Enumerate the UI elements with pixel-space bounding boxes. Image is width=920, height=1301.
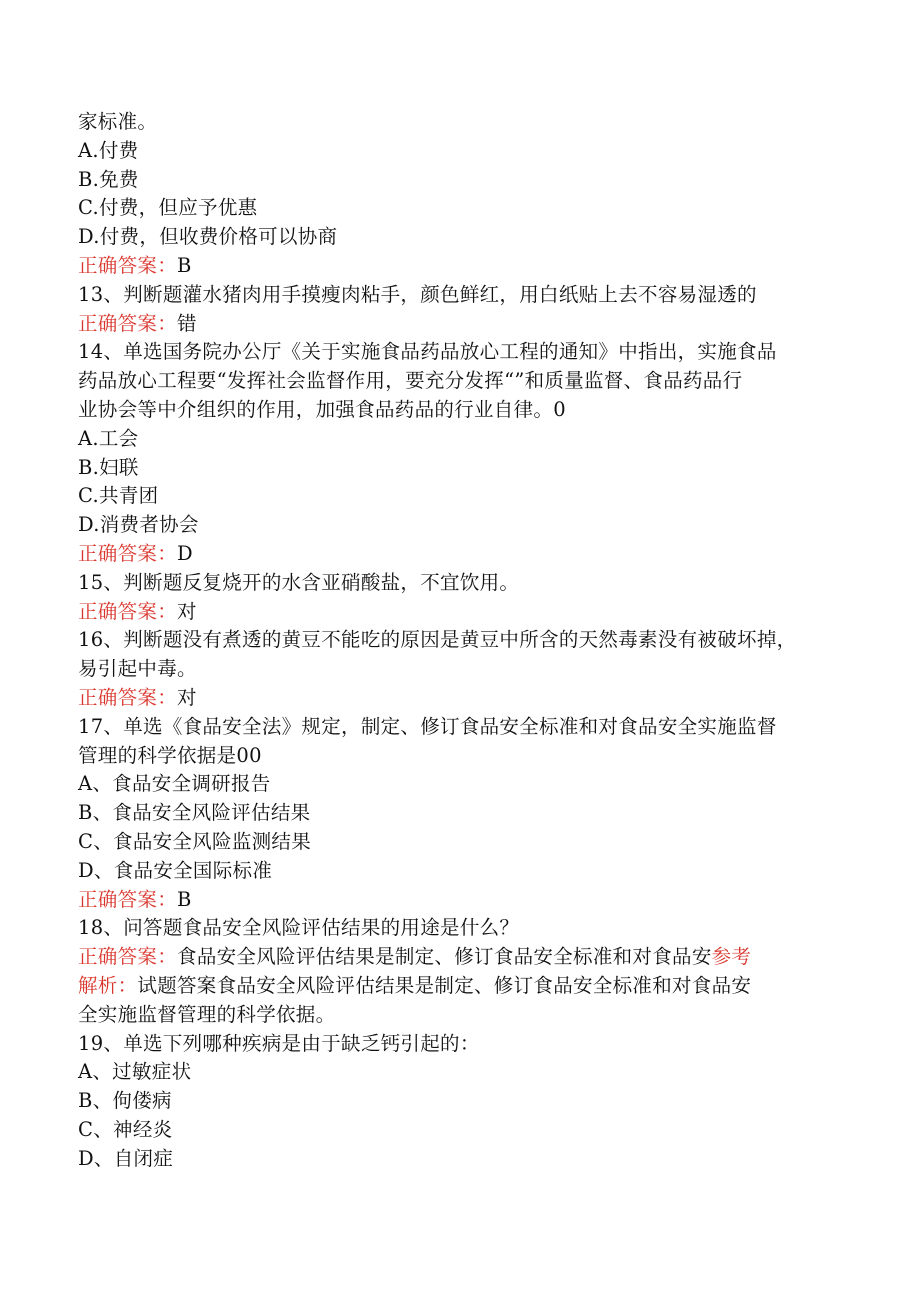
explanation-text: 试题答案食品安全风险评估结果是制定、修订食品安全标准和对食品安 xyxy=(137,973,752,997)
question-line: 14、单选国务院办公厅《关于实施食品药品放心工程的通知》中指出，实施食品 xyxy=(78,340,777,364)
option-line: B、佝偻病 xyxy=(78,1089,172,1113)
answer-label: 正确答案： xyxy=(78,945,178,969)
answer-line xyxy=(78,684,848,713)
answer-label: 正确答案： xyxy=(78,685,178,709)
answer-label: 正确答案： xyxy=(78,541,178,565)
answer-label: 正确答案： xyxy=(78,253,178,277)
option-line: A.工会 xyxy=(78,426,139,450)
option-line: D.消费者协会 xyxy=(78,513,199,537)
text-line: 家标准。 xyxy=(78,110,158,133)
question-line: 易引起中毒。 xyxy=(78,657,197,681)
answer-label: 正确答案： xyxy=(78,599,178,623)
question-line: 19、单选下列哪种疾病是由于缺乏钙引起的： xyxy=(78,1031,480,1055)
reference-label: 参考 xyxy=(711,945,752,969)
option-line: C.付费，但应予优惠 xyxy=(78,196,258,220)
option-line: C、神经炎 xyxy=(78,1117,173,1141)
question-line: 业协会等中介组织的作用，加强食品药品的行业自律。0 xyxy=(78,397,566,421)
option-line: B.妇联 xyxy=(78,455,139,479)
answer-line xyxy=(78,598,848,627)
explanation-line: 全实施监督管理的科学依据。 xyxy=(78,1002,336,1026)
answer-value: 对 xyxy=(177,599,197,623)
answer-line xyxy=(78,540,848,569)
answer-label: 正确答案： xyxy=(78,887,178,911)
question-line: 管理的科学依据是00 xyxy=(78,743,262,767)
option-line: A、过敏症状 xyxy=(78,1060,192,1084)
answer-value: 食品安全风险评估结果是制定、修订食品安全标准和对食品安 xyxy=(177,945,712,969)
option-line: D、自闭症 xyxy=(78,1146,174,1170)
question-line: 16、判断题没有煮透的黄豆不能吃的原因是黄豆中所含的天然毒素没有被破坏掉， xyxy=(78,628,797,652)
option-line: A、食品安全调研报告 xyxy=(78,772,271,796)
option-line: A.付费 xyxy=(78,138,139,162)
answer-value: 错 xyxy=(177,311,197,335)
question-line: 13、判断题灌水猪肉用手摸瘦肉粘手，颜色鲜红，用白纸贴上去不容易湿透的 xyxy=(78,282,757,306)
answer-value: B xyxy=(177,887,192,911)
option-line: C、食品安全风险监测结果 xyxy=(78,829,312,853)
option-line: C.共青团 xyxy=(78,484,159,508)
answer-value: 对 xyxy=(177,685,197,709)
question-line: 17、单选《食品安全法》规定，制定、修订食品安全标准和对食品安全实施监督 xyxy=(78,714,777,738)
answer-label: 正确答案： xyxy=(78,311,178,335)
explanation-line xyxy=(78,972,848,1001)
answer-line xyxy=(78,886,848,915)
option-line: D、食品安全国际标准 xyxy=(78,858,273,882)
question-line: 15、判断题反复烧开的水含亚硝酸盐，不宜饮用。 xyxy=(78,570,520,594)
option-line: B.免费 xyxy=(78,167,139,191)
option-line: B、食品安全风险评估结果 xyxy=(78,801,311,825)
option-line: D.付费，但收费价格可以协商 xyxy=(78,225,338,249)
question-line: 18、问答题食品安全风险评估结果的用途是什么？ xyxy=(78,916,520,940)
explanation-label: 解析： xyxy=(78,973,138,997)
answer-line xyxy=(78,310,848,339)
document-page xyxy=(78,108,848,1173)
answer-line xyxy=(78,252,848,281)
question-line: 药品放心工程要“发挥社会监督作用，要充分发挥“”和质量监督、食品药品行 xyxy=(78,369,743,393)
answer-line xyxy=(78,943,848,972)
answer-value: B xyxy=(177,253,192,277)
answer-value: D xyxy=(177,541,193,565)
